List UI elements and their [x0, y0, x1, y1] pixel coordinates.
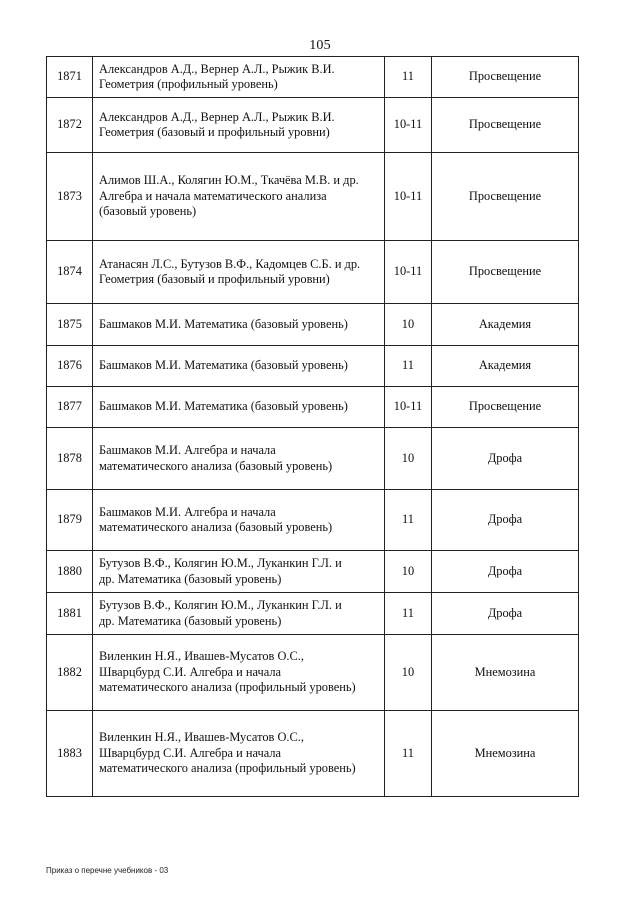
table-row: [47, 635, 579, 711]
description-line: Башмаков М.И. Математика (базовый уровень): [99, 316, 348, 331]
grade: 10: [385, 304, 432, 346]
row-number: 1872: [47, 98, 93, 153]
publisher: Мнемозина: [432, 711, 579, 797]
textbook-description: [93, 153, 385, 241]
description-line: математического анализа (профильный уровень): [99, 680, 356, 695]
textbook-description: [93, 551, 385, 593]
table-row: [47, 490, 579, 551]
publisher: Дрофа: [432, 551, 579, 593]
grade: 10-11: [385, 387, 432, 428]
grade: 10-11: [385, 241, 432, 304]
description-line: Геометрия (базовый и профильный уровни): [99, 125, 330, 139]
textbook-description: [93, 98, 385, 153]
publisher: Просвещение: [432, 387, 579, 428]
grade: 11: [385, 593, 432, 635]
table-row: [47, 57, 579, 98]
description-line: математического анализа (базовый уровень): [99, 458, 333, 473]
description-line: Алгебра и начала математического анализа: [99, 188, 327, 203]
description-line: Шварцбурд С.И. Алгебра и начала: [99, 745, 282, 760]
textbook-description: [93, 593, 385, 635]
row-number: 1873: [47, 153, 93, 241]
textbook-description: [93, 241, 385, 304]
description-line: Александров А.Д., Вернер А.Л., Рыжик В.И.: [99, 61, 335, 76]
textbook-description: [93, 57, 385, 98]
grade: 10: [385, 551, 432, 593]
row-number: 1877: [47, 387, 93, 428]
grade: 10: [385, 635, 432, 711]
description-line: Геометрия (профильный уровень): [99, 77, 278, 91]
description-line: Геометрия (базовый и профильный уровни): [99, 272, 330, 286]
textbook-description: [93, 635, 385, 711]
row-number: 1878: [47, 428, 93, 490]
publisher: Мнемозина: [432, 635, 579, 711]
description-line: Бутузов В.Ф., Колягин Ю.М., Луканкин Г.Л. и: [99, 556, 342, 570]
description-line: др. Математика (базовый уровень): [99, 571, 282, 586]
table-row: [47, 98, 579, 153]
description-line: (базовый уровень): [99, 204, 197, 219]
description-line: Шварцбурд С.И. Алгебра и начала: [99, 664, 282, 679]
row-number: 1874: [47, 241, 93, 304]
textbook-description: [93, 387, 385, 428]
row-number: 1875: [47, 304, 93, 346]
grade: 10-11: [385, 98, 432, 153]
description-line: Башмаков М.И. Алгебра и начала: [99, 443, 276, 457]
description-line: Башмаков М.И. Алгебра и начала: [99, 504, 276, 519]
row-number: 1876: [47, 346, 93, 387]
publisher: Академия: [432, 304, 579, 346]
textbook-description: [93, 346, 385, 387]
table-row: [47, 551, 579, 593]
row-number: 1883: [47, 711, 93, 797]
textbook-table: [46, 56, 579, 797]
description-line: др. Математика (базовый уровень): [99, 613, 282, 628]
footer-text: Приказ о перечне учебников - 03: [46, 866, 169, 875]
publisher: Дрофа: [432, 490, 579, 551]
row-number: 1879: [47, 490, 93, 551]
table-row: [47, 387, 579, 428]
textbook-description: [93, 711, 385, 797]
table-row: [47, 241, 579, 304]
publisher: Дрофа: [432, 593, 579, 635]
grade: 10: [385, 428, 432, 490]
description-line: Башмаков М.И. Математика (базовый уровень): [99, 358, 348, 373]
publisher: Просвещение: [432, 57, 579, 98]
description-line: Алимов Ш.А., Колягин Ю.М., Ткачёва М.В. и др.: [99, 173, 359, 188]
grade: 11: [385, 711, 432, 797]
description-line: Атанасян Л.С., Бутузов В.Ф., Кадомцев С.Б. и др.: [99, 256, 361, 271]
textbook-description: [93, 428, 385, 490]
description-line: Виленкин Н.Я., Ивашев-Мусатов О.С.,: [99, 730, 304, 745]
publisher: Просвещение: [432, 98, 579, 153]
table-row: [47, 428, 579, 490]
table-row: [47, 711, 579, 797]
description-line: Бутузов В.Ф., Колягин Ю.М., Луканкин Г.Л. и: [99, 598, 342, 612]
row-number: 1871: [47, 57, 93, 98]
table-row: [47, 153, 579, 241]
publisher: Дрофа: [432, 428, 579, 490]
row-number: 1880: [47, 551, 93, 593]
description-line: Виленкин Н.Я., Ивашев-Мусатов О.С.,: [99, 649, 304, 664]
grade: 11: [385, 346, 432, 387]
table-row: [47, 593, 579, 635]
grade: 11: [385, 490, 432, 551]
page-number: 105: [309, 38, 331, 53]
table-body: [47, 57, 579, 797]
publisher: Просвещение: [432, 241, 579, 304]
grade: 10-11: [385, 153, 432, 241]
table-row: [47, 346, 579, 387]
row-number: 1882: [47, 635, 93, 711]
description-line: Башмаков М.И. Математика (базовый уровень): [99, 399, 348, 414]
description-line: математического анализа (базовый уровень): [99, 520, 333, 534]
description-line: математического анализа (профильный уровень): [99, 761, 356, 776]
publisher: Просвещение: [432, 153, 579, 241]
row-number: 1881: [47, 593, 93, 635]
description-line: Александров А.Д., Вернер А.Л., Рыжик В.И.: [99, 109, 335, 124]
table-row: [47, 304, 579, 346]
publisher: Академия: [432, 346, 579, 387]
textbook-description: [93, 490, 385, 551]
grade: 11: [385, 57, 432, 98]
textbook-description: [93, 304, 385, 346]
